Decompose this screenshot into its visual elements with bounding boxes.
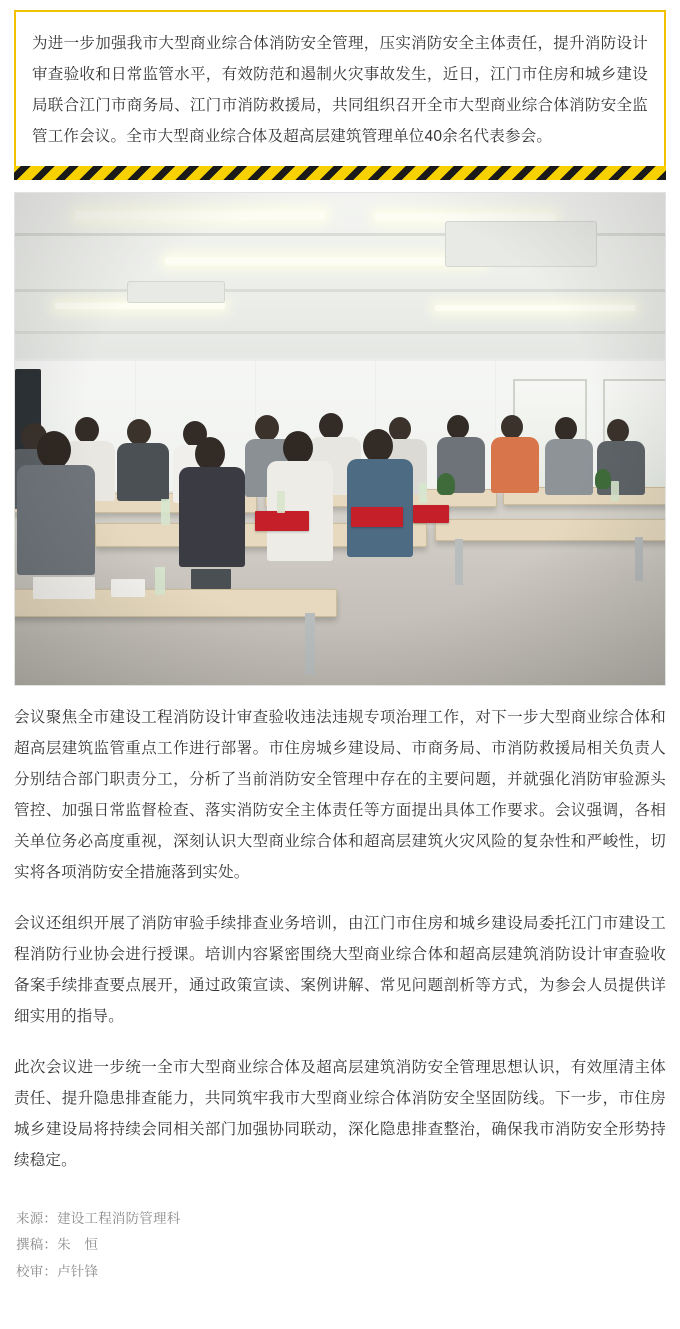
hazard-stripe-divider: [14, 166, 666, 180]
credit-source: 来源：建设工程消防管理科: [16, 1211, 181, 1226]
lead-paragraph: 为进一步加强我市大型商业综合体消防安全管理，压实消防安全主体责任，提升消防设计审查验收和日常监管水平，有效防范和遏制火灾事故发生，近日，江门市住房和城乡建设局联合江门市商务局、江门市消防救援局，共同组织召开全市大型商业综合体消防安全监管工作会议。全市大型商业综合体及超高层建筑管理单位40余名代表参会。: [32, 35, 648, 145]
credit-author: 撰稿：朱 恒: [16, 1237, 99, 1253]
meeting-photo: [14, 192, 666, 686]
meeting-photo-canvas: [15, 193, 665, 685]
body-paragraph-2: 会议还组织开展了消防审验手续排查业务培训，由江门市住房和城乡建设局委托江门市建设工程消防行业协会进行授课。培训内容紧密围绕大型商业综合体和超高层建筑消防设计审查验收备案手续排查要点展开，通过政策宣读、案例讲解、常见问题剖析等方式，为参会人员提供详细实用的指导。: [14, 915, 666, 1025]
credit-reviewer: 校审：卢针锋: [16, 1263, 99, 1279]
article-page: [0, 10, 680, 1305]
body-paragraph-3: 此次会议进一步统一全市大型商业综合体及超高层建筑消防安全管理思想认识，有效厘清主体责任、提升隐患排查能力，共同筑牢我市大型商业综合体消防安全坚固防线。下一步，市住房城乡建设局将持续会同相关部门加强协同联动，深化隐患排查整治，确保我市消防安全形势持续稳定。: [14, 1059, 666, 1169]
lead-callout-block: [14, 10, 666, 166]
photo-vignette: [15, 193, 665, 685]
article-body: [14, 702, 666, 1176]
article-credits: [14, 1196, 666, 1305]
body-paragraph-1: 会议聚焦全市建设工程消防设计审查验收违法违规专项治理工作，对下一步大型商业综合体和超高层建筑监管重点工作进行部署。市住房城乡建设局、市商务局、市消防救援局相关负责人分别结合部门职责分工，分析了当前消防安全管理中存在的主要问题，并就强化消防审验源头管控、加强日常监督检查、落实消防安全主体责任等方面提出具体工作要求。会议强调，各相关单位务必高度重视，深刻认识大型商业综合体和超高层建筑火灾风险的复杂性和严峻性，切实将各项消防安全措施落到实处。: [14, 709, 666, 881]
